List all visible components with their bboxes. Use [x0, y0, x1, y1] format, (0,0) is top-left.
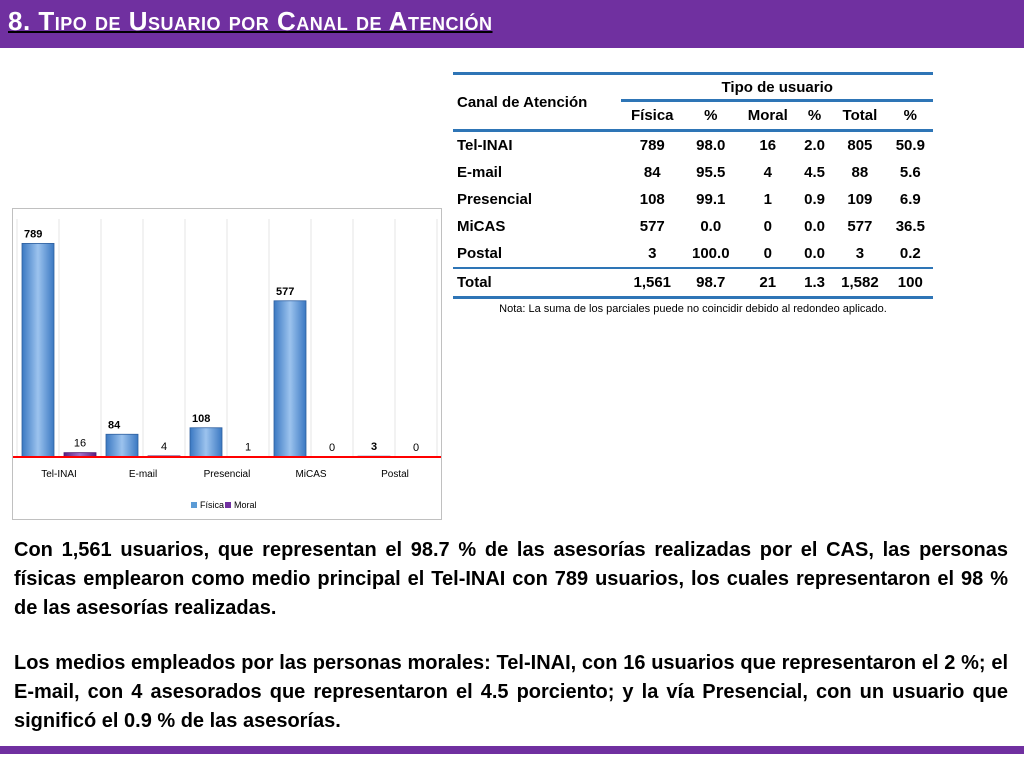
cell: 3 — [648, 245, 657, 262]
cell: 0.9 — [804, 191, 825, 208]
table-total-row — [453, 268, 933, 298]
cell: 84 — [643, 164, 661, 181]
row-label: MiCAS — [457, 218, 506, 235]
subheader-pct-total: % — [888, 101, 933, 131]
row-label: Tel-INAI — [457, 137, 513, 154]
table-row — [453, 159, 933, 186]
paragraph-2: Los medios empleados por las personas morales: Tel-INAI, con 16 usuarios que representaron el 2 %; el E-mail, con 4 asesorados que representaron el 4.5 porciento; y la vía Presencial, con un usuario que significó el 0.9 % de las asesorías. — [14, 652, 1008, 732]
row-label: E-mail — [457, 164, 503, 181]
bar-value-label: 789 — [24, 228, 43, 241]
total-cell: 1.3 — [797, 268, 832, 298]
bar-value-label: 0 — [328, 442, 336, 454]
total-cell: 21 — [739, 268, 797, 298]
cell: 0 — [763, 218, 772, 235]
bar-chart — [12, 208, 442, 520]
subheader-pct-fisica: % — [683, 101, 738, 131]
category-label: Presencial — [203, 469, 251, 480]
table-row — [453, 240, 933, 268]
body-text — [14, 536, 1008, 736]
cell: 577 — [639, 218, 665, 235]
bar-física-tel-inai — [22, 243, 54, 457]
cell: 1 — [763, 191, 772, 208]
legend-label: Moral — [234, 500, 257, 510]
legend-swatch — [225, 502, 231, 508]
cell: 0 — [763, 245, 772, 262]
header-canal: Canal de Atención — [453, 74, 621, 131]
cell: 4 — [763, 164, 772, 181]
subheader-total: Total — [832, 101, 887, 131]
table-row — [453, 186, 933, 213]
category-label: E-mail — [128, 469, 158, 480]
category-label: Tel-INAI — [41, 469, 77, 480]
bar-física-e-mail — [106, 434, 138, 457]
table-row — [453, 131, 933, 160]
cell: 805 — [847, 137, 873, 154]
bar-value-label: 84 — [108, 419, 121, 432]
cell: 0.2 — [899, 245, 921, 262]
cell: 88 — [851, 164, 869, 181]
total-cell: 100 — [888, 268, 933, 298]
cell: 4.5 — [804, 164, 825, 181]
cell: 5.6 — [899, 164, 921, 181]
table-note: Nota: La suma de los parciales puede no coincidir debido al redondeo aplicado. — [499, 303, 887, 315]
bottom-bar — [0, 746, 1024, 754]
row-label: Presencial — [457, 191, 533, 208]
cell: 577 — [847, 218, 873, 235]
cell: 2.0 — [804, 137, 825, 154]
bar-value-label: 3 — [370, 441, 378, 454]
bar-value-label: 0 — [412, 442, 420, 454]
cell: 99.1 — [696, 191, 726, 208]
legend-swatch — [191, 502, 197, 508]
cell: 98.0 — [696, 137, 726, 154]
bar-value-label: 1 — [244, 441, 252, 454]
bar-value-label: 108 — [192, 412, 211, 425]
category-label: MiCAS — [295, 469, 327, 480]
table-row — [453, 213, 933, 240]
cell: 0.0 — [700, 218, 722, 235]
cell: 100.0 — [692, 245, 730, 262]
subheader-moral: Moral — [739, 101, 797, 131]
bar-chart-svg — [13, 209, 441, 519]
slide-title: 8. Tipo de Usuario por Canal de Atención — [8, 6, 493, 36]
row-label: Postal — [457, 245, 503, 262]
header-tipo-usuario: Tipo de usuario — [621, 74, 933, 101]
bar-value-label: 577 — [276, 285, 295, 298]
data-table-container — [453, 72, 933, 315]
bar-value-label: 4 — [160, 440, 168, 453]
cell: 36.5 — [895, 218, 925, 235]
title-bar — [0, 0, 1024, 48]
cell: 6.9 — [899, 191, 921, 208]
cell: 0.0 — [804, 245, 825, 262]
subheader-pct-moral: % — [797, 101, 832, 131]
cell: 3 — [855, 245, 865, 262]
cell: 789 — [639, 137, 665, 154]
total-cell: 98.7 — [683, 268, 738, 298]
paragraph-1: Con 1,561 usuarios, que representan el 98.7 % de las asesorías realizadas por el CAS, las personas físicas emplearon como medio principal el Tel-INAI con 789 usuarios, los cuales representaron el 98 % de las asesorías realizadas. — [14, 539, 1008, 619]
bar-física-presencial — [190, 428, 222, 457]
cell: 0.0 — [804, 218, 825, 235]
subheader-fisica: Física — [621, 101, 683, 131]
cell: 95.5 — [696, 164, 726, 181]
total-cell: 1,561 — [621, 268, 683, 298]
bar-física-micas — [274, 301, 306, 457]
cell: 108 — [639, 191, 665, 208]
cell: 16 — [759, 137, 777, 154]
bar-value-label: 16 — [73, 437, 87, 450]
total-cell: 1,582 — [832, 268, 887, 298]
category-label: Postal — [381, 469, 409, 480]
cell: 109 — [847, 191, 873, 208]
total-label: Total — [453, 268, 621, 298]
data-table — [453, 72, 933, 299]
cell: 50.9 — [895, 137, 925, 154]
legend-label: Física — [200, 500, 225, 510]
